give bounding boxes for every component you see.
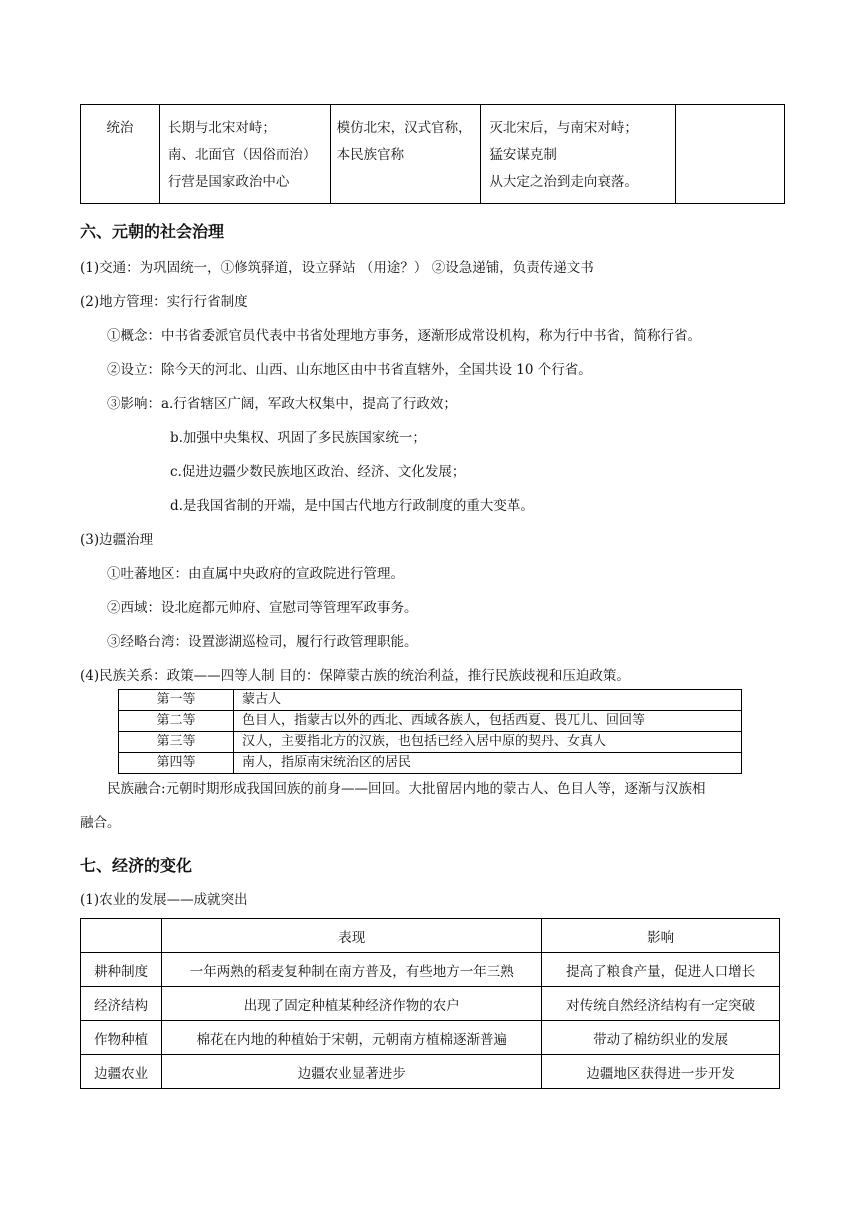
row-label-cell: 耕种制度 [81,953,162,987]
cell-line: 长期与北宋对峙； [167,120,276,136]
rank-desc-cell: 色目人，指蒙古以外的西北、西域各族人，包括西夏、畏兀儿、回回等 [234,711,742,732]
impact-item: d.是我国省制的开端，是中国古代地方行政制度的重大变革。 [170,498,534,514]
header-cell [81,919,162,953]
detail-cell: 边疆农业显著进步 [162,1055,542,1089]
cell-line: 猛安谋克制 [489,147,557,163]
rank-cell: 第二等 [119,711,234,732]
table-row [81,953,780,987]
section-heading: 七、经济的变化 [80,856,193,875]
ethnic-policy-title: (4)民族关系：政策——四等人制 目的：保障蒙古族的统治利益，推行民族歧视和压迫政策。 [80,668,630,684]
rank-desc-cell: 蒙古人 [234,690,742,711]
row-label-cell: 边疆农业 [81,1055,162,1089]
section-heading: 六、元朝的社会治理 [80,222,225,241]
header-cell: 表现 [162,919,542,953]
row-label-text: 统治 [106,120,134,136]
local-item: ①概念：中书省委派官员代表中书省处理地方事务，逐渐形成常设机构，称为行中书省，简称行省。 [107,328,701,344]
border-item: ②西域：设北庭都元帅府、宣慰司等管理军政事务。 [107,600,418,616]
local-admin-title: (2)地方管理：实行行省制度 [80,294,248,310]
table-row [119,753,742,774]
table-row [81,1055,780,1089]
impact-cell: 边疆地区获得进一步开发 [542,1055,780,1089]
table-header-row [81,919,780,953]
table-row [81,987,780,1021]
cell-col4 [676,105,785,204]
impact-item: b.加强中央集权、巩固了多民族国家统一； [170,430,426,446]
row-label-cell: 经济结构 [81,987,162,1021]
four-class-table [118,689,742,774]
table-row [119,711,742,732]
impact-item: c.促进边疆少数民族地区政治、经济、文化发展； [170,464,466,480]
cell-line: 南、北面官（因俗而治） [167,147,317,163]
header-cell: 影响 [542,919,780,953]
rank-cell: 第三等 [119,732,234,753]
rule-comparison-table [80,104,785,204]
cell-line: 模仿北宋，汉式官称， [336,120,472,136]
cell-line: 从大定之治到走向衰落。 [489,174,638,190]
ethnic-fusion-line: 融合。 [80,815,121,831]
row-label [81,105,160,204]
row-label-cell: 作物种植 [81,1021,162,1055]
cell-col2 [330,105,481,204]
agri-title: (1)农业的发展——成就突出 [80,892,248,908]
rank-desc-cell: 南人，指原南宋统治区的居民 [234,753,742,774]
table-row [119,732,742,753]
detail-cell: 棉花在内地的种植始于宋朝，元朝南方植棉逐渐普遍 [162,1021,542,1055]
impact-cell: 提高了粮食产量，促进人口增长 [542,953,780,987]
ethnic-fusion-line: 民族融合:元朝时期形成我国回族的前身——回回。大批留居内地的蒙古人、色目人等，逐渐与汉族相 [107,781,706,797]
cell-line: 本民族官称 [336,147,405,163]
cell-col1 [159,105,330,204]
detail-cell: 出现了固定种植某种经济作物的农户 [162,987,542,1021]
transport-line: (1)交通：为巩固统一，①修筑驿道，设立驿站 （用途？） ②设急递铺，负责传递文书 [80,260,594,276]
cell-line: 灭北宋后，与南宋对峙； [489,120,638,136]
rank-cell: 第一等 [119,690,234,711]
local-item: ③影响：a.行省辖区广阔，军政大权集中，提高了行政效； [107,396,457,412]
cell-line: 行营是国家政治中心 [167,174,290,190]
table-row [81,1021,780,1055]
border-item: ③经略台湾：设置澎湖巡检司，履行行政管理职能。 [107,634,418,650]
impact-cell: 对传统自然经济结构有一定突破 [542,987,780,1021]
agriculture-table [80,918,780,1089]
border-title: (3)边疆治理 [80,532,154,548]
cell-col3 [481,105,676,204]
local-item: ②设立：除今天的河北、山西、山东地区由中书省直辖外，全国共设 10 个行省。 [107,362,592,378]
rank-cell: 第四等 [119,753,234,774]
table-row [119,690,742,711]
border-item: ①吐蕃地区：由直属中央政府的宣政院进行管理。 [107,566,404,582]
detail-cell: 一年两熟的稻麦复种制在南方普及，有些地方一年三熟 [162,953,542,987]
rank-desc-cell: 汉人，主要指北方的汉族，也包括已经入居中原的契丹、女真人 [234,732,742,753]
impact-cell: 带动了棉纺织业的发展 [542,1021,780,1055]
